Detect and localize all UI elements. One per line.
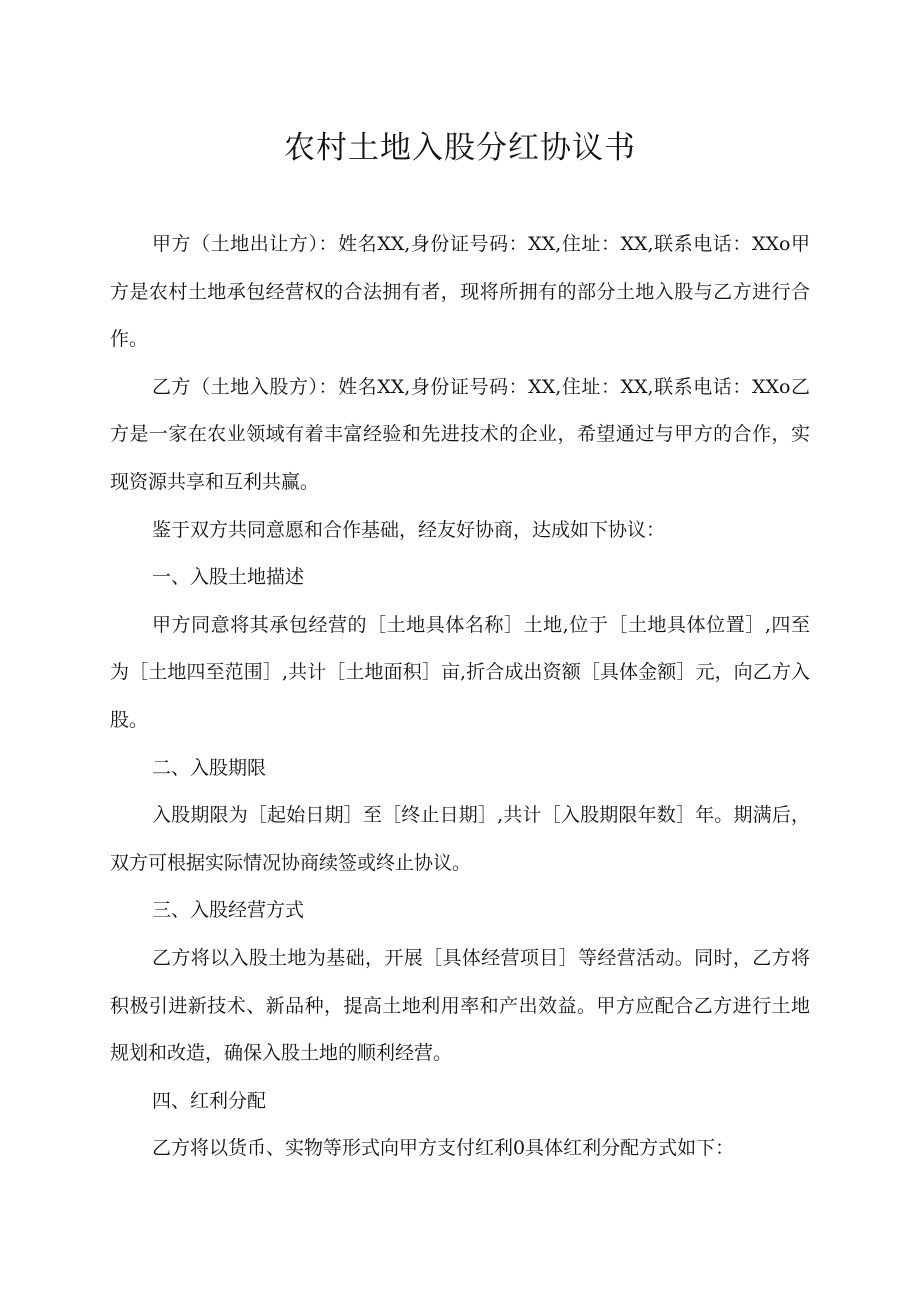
party-a-paragraph: 甲方（土地出让方）：姓名XX,身份证号码：XX,住址：XX,联系电话：XXo甲方是农村土地承包经营权的合法拥有者，现将所拥有的部分土地入股与乙方进行合作。 (110, 233, 810, 351)
section-3-heading: 三、入股经营方式 (152, 899, 305, 922)
section-1-body: 甲方同意将其承包经营的［土地具体名称］土地,位于［土地具体位置］,四至为［土地四至范围］,共计［土地面积］亩,折合成出资额［具体金额］元，向乙方入股。 (110, 613, 810, 731)
section-2-body: 入股期限为［起始日期］至［终止日期］,共计［入股期限年数］年。期满后，双方可根据实际情况协商续签或终止协议。 (110, 804, 810, 874)
section-2-heading: 二、入股期限 (152, 756, 267, 779)
document-body (110, 221, 810, 1173)
section-3-body: 乙方将以入股土地为基础，开展［具体经营项目］等经营活动。同时，乙方将积极引进新技术、新品种，提高土地利用率和产出效益。甲方应配合乙方进行土地规划和改造，确保入股土地的顺利经营。 (110, 946, 810, 1065)
section-4-heading: 四、红利分配 (152, 1089, 267, 1112)
document-title: 农村土地入股分红协议书 (284, 130, 636, 166)
section-4-body: 乙方将以货币、实物等形式向甲方支付红利0具体红利分配方式如下： (152, 1137, 735, 1160)
preamble-paragraph: 鉴于双方共同意愿和合作基础，经友好协商，达成如下协议： (152, 518, 666, 541)
section-1-heading: 一、入股土地描述 (152, 566, 305, 589)
party-b-paragraph: 乙方（土地入股方）：姓名XX,身份证号码：XX,住址：XX,联系电话：XXo乙方是一家在农业领域有着丰富经验和先进技术的企业，希望通过与甲方的合作，实现资源共享和互利共赢。 (110, 375, 810, 493)
